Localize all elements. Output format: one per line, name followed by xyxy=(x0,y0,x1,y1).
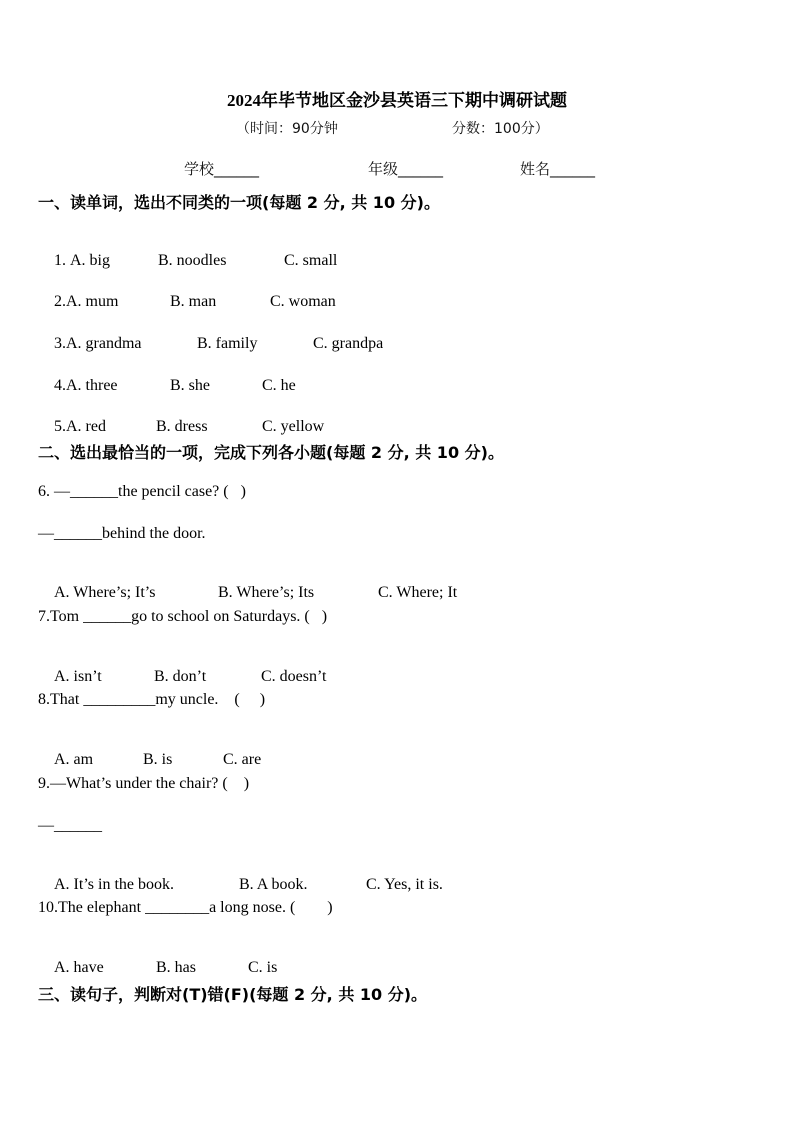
option-a: A. big xyxy=(70,252,110,269)
option-a: A. grandma xyxy=(66,335,142,352)
exam-title: 2024年毕节地区金沙县英语三下期中调研试题 xyxy=(227,91,567,110)
option-a: A. am xyxy=(54,751,94,768)
option-a: A. mum xyxy=(66,293,119,310)
option-a: A. It’s in the book. xyxy=(54,876,174,893)
option-c: C. woman xyxy=(270,293,336,310)
question-8-stem: 8.That _________my uncle. ( ) xyxy=(38,691,266,708)
question-7-stem: 7.Tom ______go to school on Saturdays. ( ) xyxy=(38,608,328,625)
option-b: B. is xyxy=(143,751,173,768)
option-b: B. noodles xyxy=(158,252,227,269)
name-label: 姓名 xyxy=(520,160,551,178)
option-b: B. she xyxy=(170,377,210,394)
question-number: 2. xyxy=(54,293,66,310)
option-c: C. are xyxy=(223,751,262,768)
question-9-stem: 9.—What’s under the chair? ( ) xyxy=(38,775,250,792)
option-c: C. he xyxy=(262,377,296,394)
option-c: C. doesn’t xyxy=(261,668,327,685)
question-6-answer-line: —______behind the door. xyxy=(38,525,206,542)
option-c: C. grandpa xyxy=(313,335,384,352)
option-b: B. A book. xyxy=(239,876,308,893)
option-b: B. Where’s; Its xyxy=(218,584,315,601)
school-label: 学校 xyxy=(184,160,215,178)
option-c: C. is xyxy=(248,959,278,976)
question-number: 4. xyxy=(54,377,66,394)
question-9-answer-line: —______ xyxy=(38,817,102,834)
grade-field xyxy=(368,158,443,179)
option-a: A. three xyxy=(66,377,118,394)
option-b: B. don’t xyxy=(154,668,207,685)
option-a: A. have xyxy=(54,959,104,976)
section-3-heading: 三、读句子，判断对(T)错(F)(每题 2 分, 共 10 分)。 xyxy=(38,985,428,1004)
grade-label: 年级 xyxy=(368,160,399,178)
option-b: B. man xyxy=(170,293,217,310)
section-1-heading: 一、读单词，选出不同类的一项(每题 2 分, 共 10 分)。 xyxy=(38,193,440,212)
question-number: 1. xyxy=(54,252,70,269)
option-b: B. has xyxy=(156,959,196,976)
option-c: C. Where; It xyxy=(378,584,458,601)
section-2-heading: 二、选出最恰当的一项，完成下列各小题(每题 2 分, 共 10 分)。 xyxy=(38,443,504,462)
option-a: A. isn’t xyxy=(54,668,102,685)
question-10-stem: 10.The elephant ________a long nose. ( ) xyxy=(38,899,333,916)
exam-score: 分数：100分） xyxy=(452,121,549,137)
grade-blank: ______ xyxy=(398,160,444,178)
option-a: A. red xyxy=(66,418,106,435)
school-field xyxy=(184,158,259,179)
option-c: C. small xyxy=(284,252,338,269)
option-a: A. Where’s; It’s xyxy=(54,584,156,601)
exam-time: （时间：90分钟 xyxy=(236,121,338,137)
option-b: B. dress xyxy=(156,418,208,435)
name-field xyxy=(520,158,595,179)
name-blank: ______ xyxy=(550,160,596,178)
option-c: C. yellow xyxy=(262,418,325,435)
option-b: B. family xyxy=(197,335,258,352)
question-number: 3. xyxy=(54,335,66,352)
question-6-stem: 6. —______the pencil case? ( ) xyxy=(38,483,246,500)
option-c: C. Yes, it is. xyxy=(366,876,443,893)
question-number: 5. xyxy=(54,418,66,435)
school-blank: ______ xyxy=(214,160,260,178)
